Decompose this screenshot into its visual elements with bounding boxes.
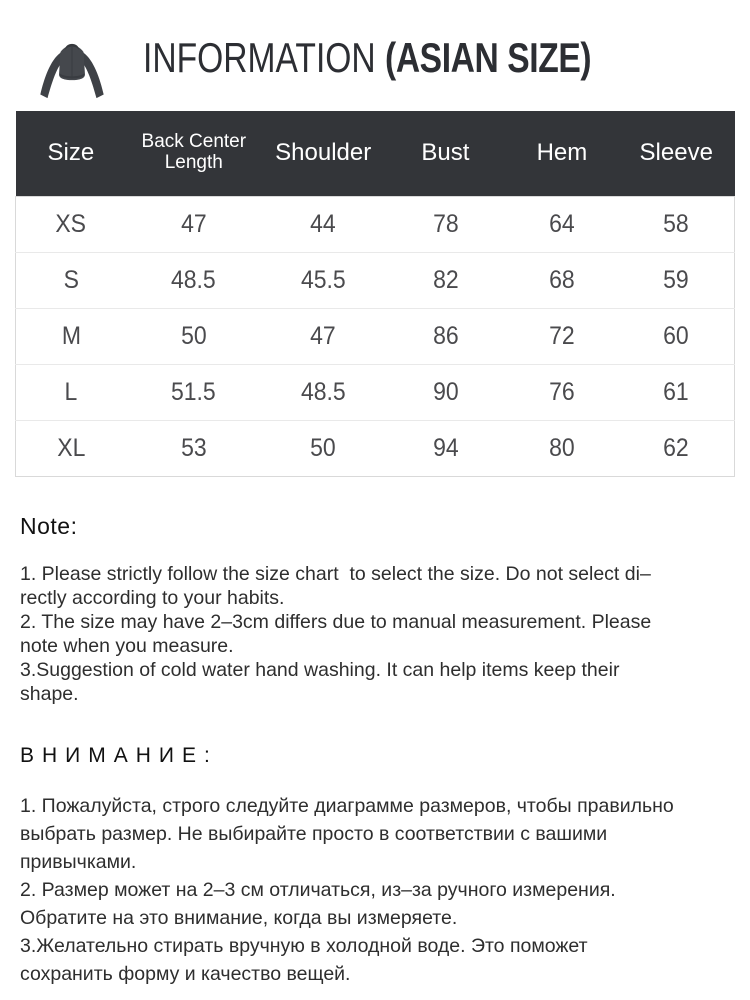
cell-value: 60	[618, 308, 735, 364]
cell-value: 53	[126, 420, 261, 476]
column-header-sleeve: Sleeve	[618, 111, 735, 196]
cell-size: L	[16, 364, 127, 420]
attention-heading: ВНИМАНИЕ:	[20, 743, 218, 767]
column-header-back-center-length: Back Center Length	[126, 111, 261, 196]
page-title-bold: (ASIAN SIZE)	[385, 34, 592, 81]
page-title	[143, 34, 591, 82]
cell-value: 44	[310, 209, 337, 238]
cell-value: 59	[618, 252, 735, 308]
note-line: Обратите на это внимание, когда вы измеряете.	[20, 906, 458, 929]
cell-value: 48.5	[126, 252, 261, 308]
cell-value: 94	[385, 420, 506, 476]
note-line: сохранить форму и качество вещей.	[20, 962, 351, 985]
cell-value: 45.5	[261, 252, 385, 308]
cell-value: 61	[618, 364, 735, 420]
cell-value: 82	[385, 252, 506, 308]
cell-size: M	[16, 308, 127, 364]
cell-value: 72	[506, 308, 618, 364]
note-section	[20, 513, 730, 706]
cell-value: 47	[181, 209, 207, 238]
note-line: выбрать размер. Не выбирайте просто в соответствии с вашими	[20, 822, 608, 845]
cell-value: 50	[126, 308, 261, 364]
table-row-xs	[16, 196, 735, 252]
cell-value: 64	[549, 209, 575, 238]
page-title-regular: INFORMATION	[143, 34, 386, 81]
column-header-hem: Hem	[506, 111, 618, 196]
note-line: 3.Suggestion of cold water hand washing. It can help items keep their	[20, 658, 620, 681]
cell-value: 80	[506, 420, 618, 476]
note-line: 3.Желательно стирать вручную в холодной воде. Это поможет	[20, 934, 588, 957]
cell-value: 58	[663, 209, 689, 238]
size-table-container	[15, 111, 735, 477]
size-table	[15, 111, 735, 477]
size-table-header	[16, 111, 735, 196]
note-line: rectly according to your habits.	[20, 586, 285, 609]
cell-value: 86	[385, 308, 506, 364]
note-line: 1. Пожалуйста, строго следуйте диаграмме размеров, чтобы правильно	[20, 794, 674, 817]
note-line: 2. The size may have 2–3cm differs due to manual measurement. Please	[20, 610, 652, 633]
cell-value: 50	[261, 420, 385, 476]
note-line: note when you measure.	[20, 634, 234, 657]
cell-value: 78	[432, 209, 459, 238]
note-heading: Note:	[20, 512, 78, 539]
header	[0, 0, 750, 111]
column-header-size: Size	[16, 111, 127, 196]
table-row-s	[16, 252, 735, 308]
cell-value: 48.5	[261, 364, 385, 420]
table-row-m	[16, 308, 735, 364]
product-image	[36, 33, 108, 107]
column-header-bust: Bust	[385, 111, 506, 196]
note-line: 1. Please strictly follow the size chart to select the size. Do not select di–	[20, 562, 651, 585]
note-line: привычками.	[20, 850, 137, 873]
note-text-en	[20, 562, 730, 706]
note-line: 2. Размер может на 2–3 см отличаться, из–за ручного измерения.	[20, 878, 616, 901]
cell-value: 62	[618, 420, 735, 476]
note-text-ru	[20, 792, 730, 988]
attention-section	[20, 744, 730, 988]
cell-size: S	[16, 252, 127, 308]
cell-value: 90	[385, 364, 506, 420]
note-line: shape.	[20, 682, 79, 705]
cell-value: 76	[506, 364, 618, 420]
cell-size: XS	[55, 209, 87, 238]
cell-value: 51.5	[126, 364, 261, 420]
table-row-l	[16, 364, 735, 420]
cell-value: 47	[261, 308, 385, 364]
cell-size: XL	[16, 420, 127, 476]
cell-value: 68	[506, 252, 618, 308]
column-header-shoulder: Shoulder	[261, 111, 385, 196]
table-row-xl	[16, 420, 735, 476]
